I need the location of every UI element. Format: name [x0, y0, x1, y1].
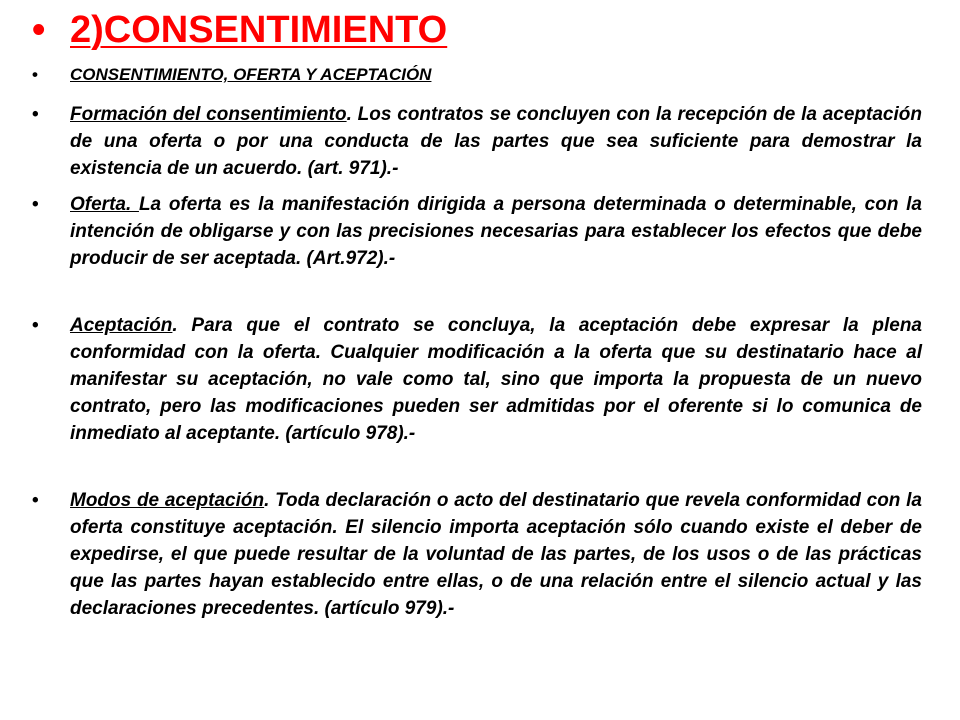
paragraph-term: Oferta.	[70, 194, 139, 215]
bullet: •	[32, 194, 39, 215]
paragraph-text: . Para que el contrato se concluya, la aceptación debe expresar la plena conformidad con la oferta. Cualquier modificación a la oferta que su destinatario hace al manifestar su aceptación, no vale como tal, sino que importa la propuesta de un nuevo contrato, pero las modificaciones pueden ser admitidas por el oferente si lo comunica de inmediato al aceptante. (artículo 978).-	[70, 315, 922, 444]
subtitle-text: CONSENTIMIENTO, OFERTA Y ACEPTACIÓN	[70, 65, 432, 84]
bullet: •	[32, 315, 39, 336]
bullet: •	[32, 490, 39, 511]
paragraph-modos-aceptacion	[32, 487, 922, 622]
bullet: •	[32, 65, 38, 84]
paragraph-text: . Los contratos se concluyen con la recepción de la aceptación de una oferta o por una conducta de las partes que sea suficiente para demostrar la existencia de un acuerdo. (art. 971).-	[70, 104, 922, 179]
paragraph-text: . Toda declaración o acto del destinatario que revela conformidad con la oferta constituye aceptación. El silencio importa aceptación sólo cuando existe el deber de expedirse, el que puede resultar de la voluntad de las partes, de los usos o de las prácticas que las partes hayan establecido entre ellas, o de una relación entre el silencio actual y las declaraciones precedentes. (artículo 979).-	[70, 490, 922, 619]
paragraph-aceptacion	[32, 312, 922, 447]
paragraph-formacion	[32, 101, 922, 182]
section-subtitle	[32, 61, 922, 89]
paragraph-term: Modos de aceptación	[70, 490, 265, 511]
bullet: •	[32, 9, 46, 51]
paragraph-term: Aceptación	[70, 315, 173, 336]
paragraph-term: Formación del consentimiento	[70, 104, 347, 125]
paragraph-oferta	[32, 191, 922, 272]
title-text: 2)CONSENTIMIENTO	[70, 9, 448, 51]
bullet: •	[32, 104, 39, 125]
paragraph-text: La oferta es la manifestación dirigida a persona determinada o determinable, con la intención de obligarse y con las precisiones necesarias para establecer los efectos que debe producir de ser aceptada. (Art.972).-	[70, 194, 922, 269]
slide-title	[32, 6, 922, 54]
